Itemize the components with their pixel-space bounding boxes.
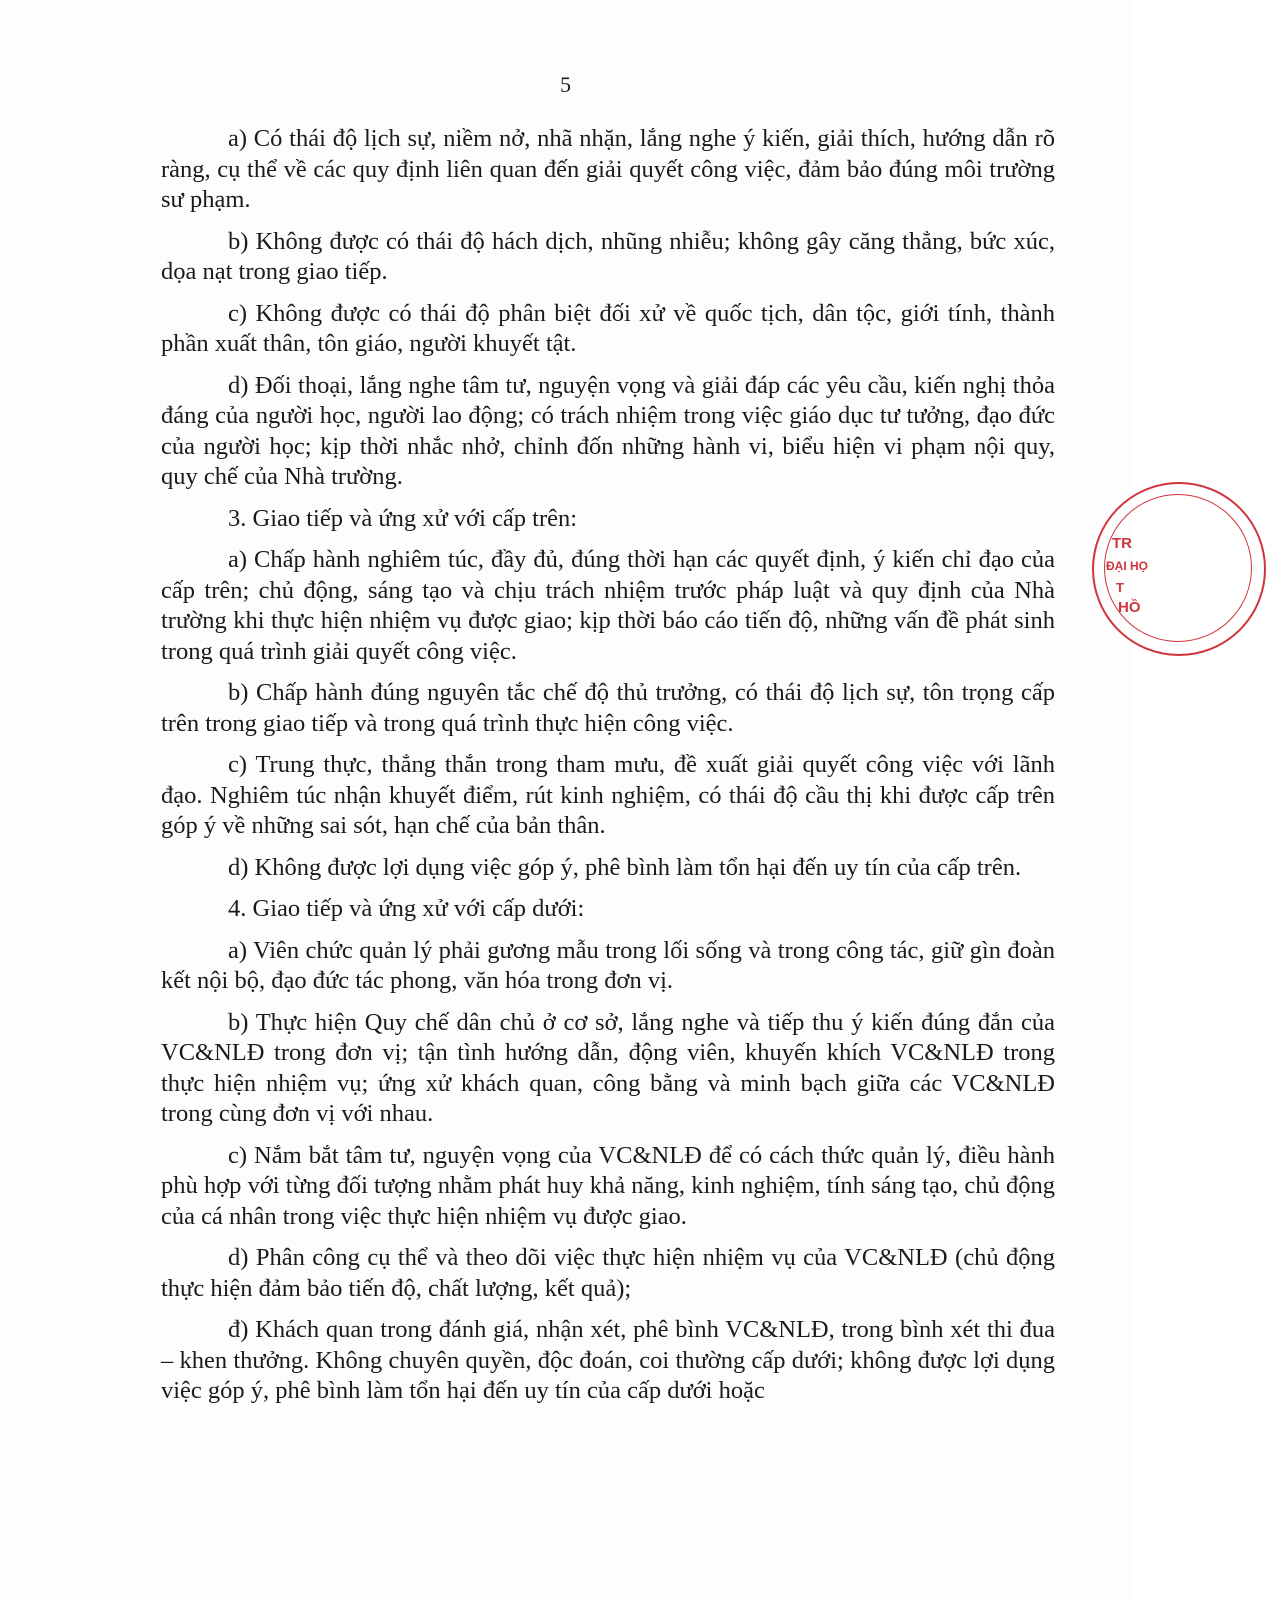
document-body	[161, 124, 1055, 1418]
section-heading: 4. Giao tiếp và ứng xử với cấp dưới:	[228, 895, 585, 922]
paragraph: a) Viên chức quản lý phải gương mẫu trong lối sống và trong công tác, giữ gìn đoàn kết nội bộ, đạo đức tác phong, văn hóa trong đơn vị.	[161, 936, 1055, 994]
paragraph: b) Không được có thái độ hách dịch, nhũng nhiễu; không gây căng thẳng, bức xúc, dọa nạt trong giao tiếp.	[161, 227, 1055, 285]
paragraph: b) Thực hiện Quy chế dân chủ ở cơ sở, lắng nghe và tiếp thu ý kiến đúng đắn của VC&NLĐ trong đơn vị; tận tình hướng dẫn, động viên, khuyến khích VC&NLĐ trong thực hiện nhiệm vụ; ứng xử khách quan, công bằng và minh bạch giữa các VC&NLĐ trong cùng đơn vị với nhau.	[161, 1008, 1055, 1127]
paragraph: c) Trung thực, thẳng thắn trong tham mưu, đề xuất giải quyết công việc với lãnh đạo. Nghiêm túc nhận khuyết điểm, rút kinh nghiệm, có thái độ cầu thị khi được cấp trên góp ý về những sai sót, hạn chế của bản thân.	[161, 751, 1055, 839]
seal-text: TR	[1112, 535, 1132, 552]
paragraph: c) Không được có thái độ phân biệt đối xử về quốc tịch, dân tộc, giới tính, thành phần xuất thân, tôn giáo, người khuyết tật.	[161, 299, 1055, 357]
page-number: 5	[560, 72, 571, 97]
official-seal	[1086, 474, 1146, 694]
paragraph: c) Nắm bắt tâm tư, nguyện vọng của VC&NLĐ để có cách thức quản lý, điều hành phù hợp với từng đối tượng nhằm phát huy khả năng, kinh nghiệm, tính sáng tạo, chủ động của cá nhân trong việc thực hiện nhiệm vụ được giao.	[161, 1141, 1055, 1230]
paragraph: a) Có thái độ lịch sự, niềm nở, nhã nhặn, lắng nghe ý kiến, giải thích, hướng dẫn rõ ràng, cụ thể về các quy định liên quan đến giải quyết công việc, đảm bảo đúng môi trường sư phạm.	[161, 125, 1055, 213]
seal-text: HỒ	[1118, 599, 1141, 616]
section-heading: 3. Giao tiếp và ứng xử với cấp trên:	[228, 504, 578, 532]
paragraph: d) Không được lợi dụng việc góp ý, phê bình làm tổn hại đến uy tín của cấp trên.	[228, 853, 1022, 881]
paragraph: d) Đối thoại, lắng nghe tâm tư, nguyện vọng và giải đáp các yêu cầu, kiến nghị thỏa đáng của người học, người lao động; có trách nhiệm trong việc giáo dục tư tưởng, đạo đức của người học; kịp thời nhắc nhở, chỉnh đốn những hành vi, biểu hiện vi phạm nội quy, quy chế của Nhà trường.	[161, 371, 1055, 490]
paragraph: đ) Khách quan trong đánh giá, nhận xét, phê bình VC&NLĐ, trong bình xét thi đua – khen thưởng. Không chuyên quyền, độc đoán, coi thường cấp dưới; không được lợi dụng việc góp ý, phê bình làm tổn hại đến uy tín của cấp dưới hoặc	[161, 1316, 1055, 1404]
seal-text: ĐẠI HỌ	[1106, 559, 1148, 573]
paragraph: b) Chấp hành đúng nguyên tắc chế độ thủ trưởng, có thái độ lịch sự, tôn trọng cấp trên trong giao tiếp và trong quá trình thực hiện công việc.	[161, 679, 1055, 737]
seal-text: T	[1116, 580, 1124, 595]
paragraph: a) Chấp hành nghiêm túc, đầy đủ, đúng thời hạn các quyết định, ý kiến chỉ đạo của cấp trên; chủ động, sáng tạo và chịu trách nhiệm trước pháp luật và quy định của Nhà trường khi thực hiện nhiệm vụ được giao; kịp thời báo cáo tiến độ, những vấn đề phát sinh trong quá trình giải quyết công việc.	[161, 546, 1055, 665]
paragraph: d) Phân công cụ thể và theo dõi việc thực hiện nhiệm vụ của VC&NLĐ (chủ động thực hiện đảm bảo tiến độ, chất lượng, kết quả);	[161, 1244, 1055, 1302]
